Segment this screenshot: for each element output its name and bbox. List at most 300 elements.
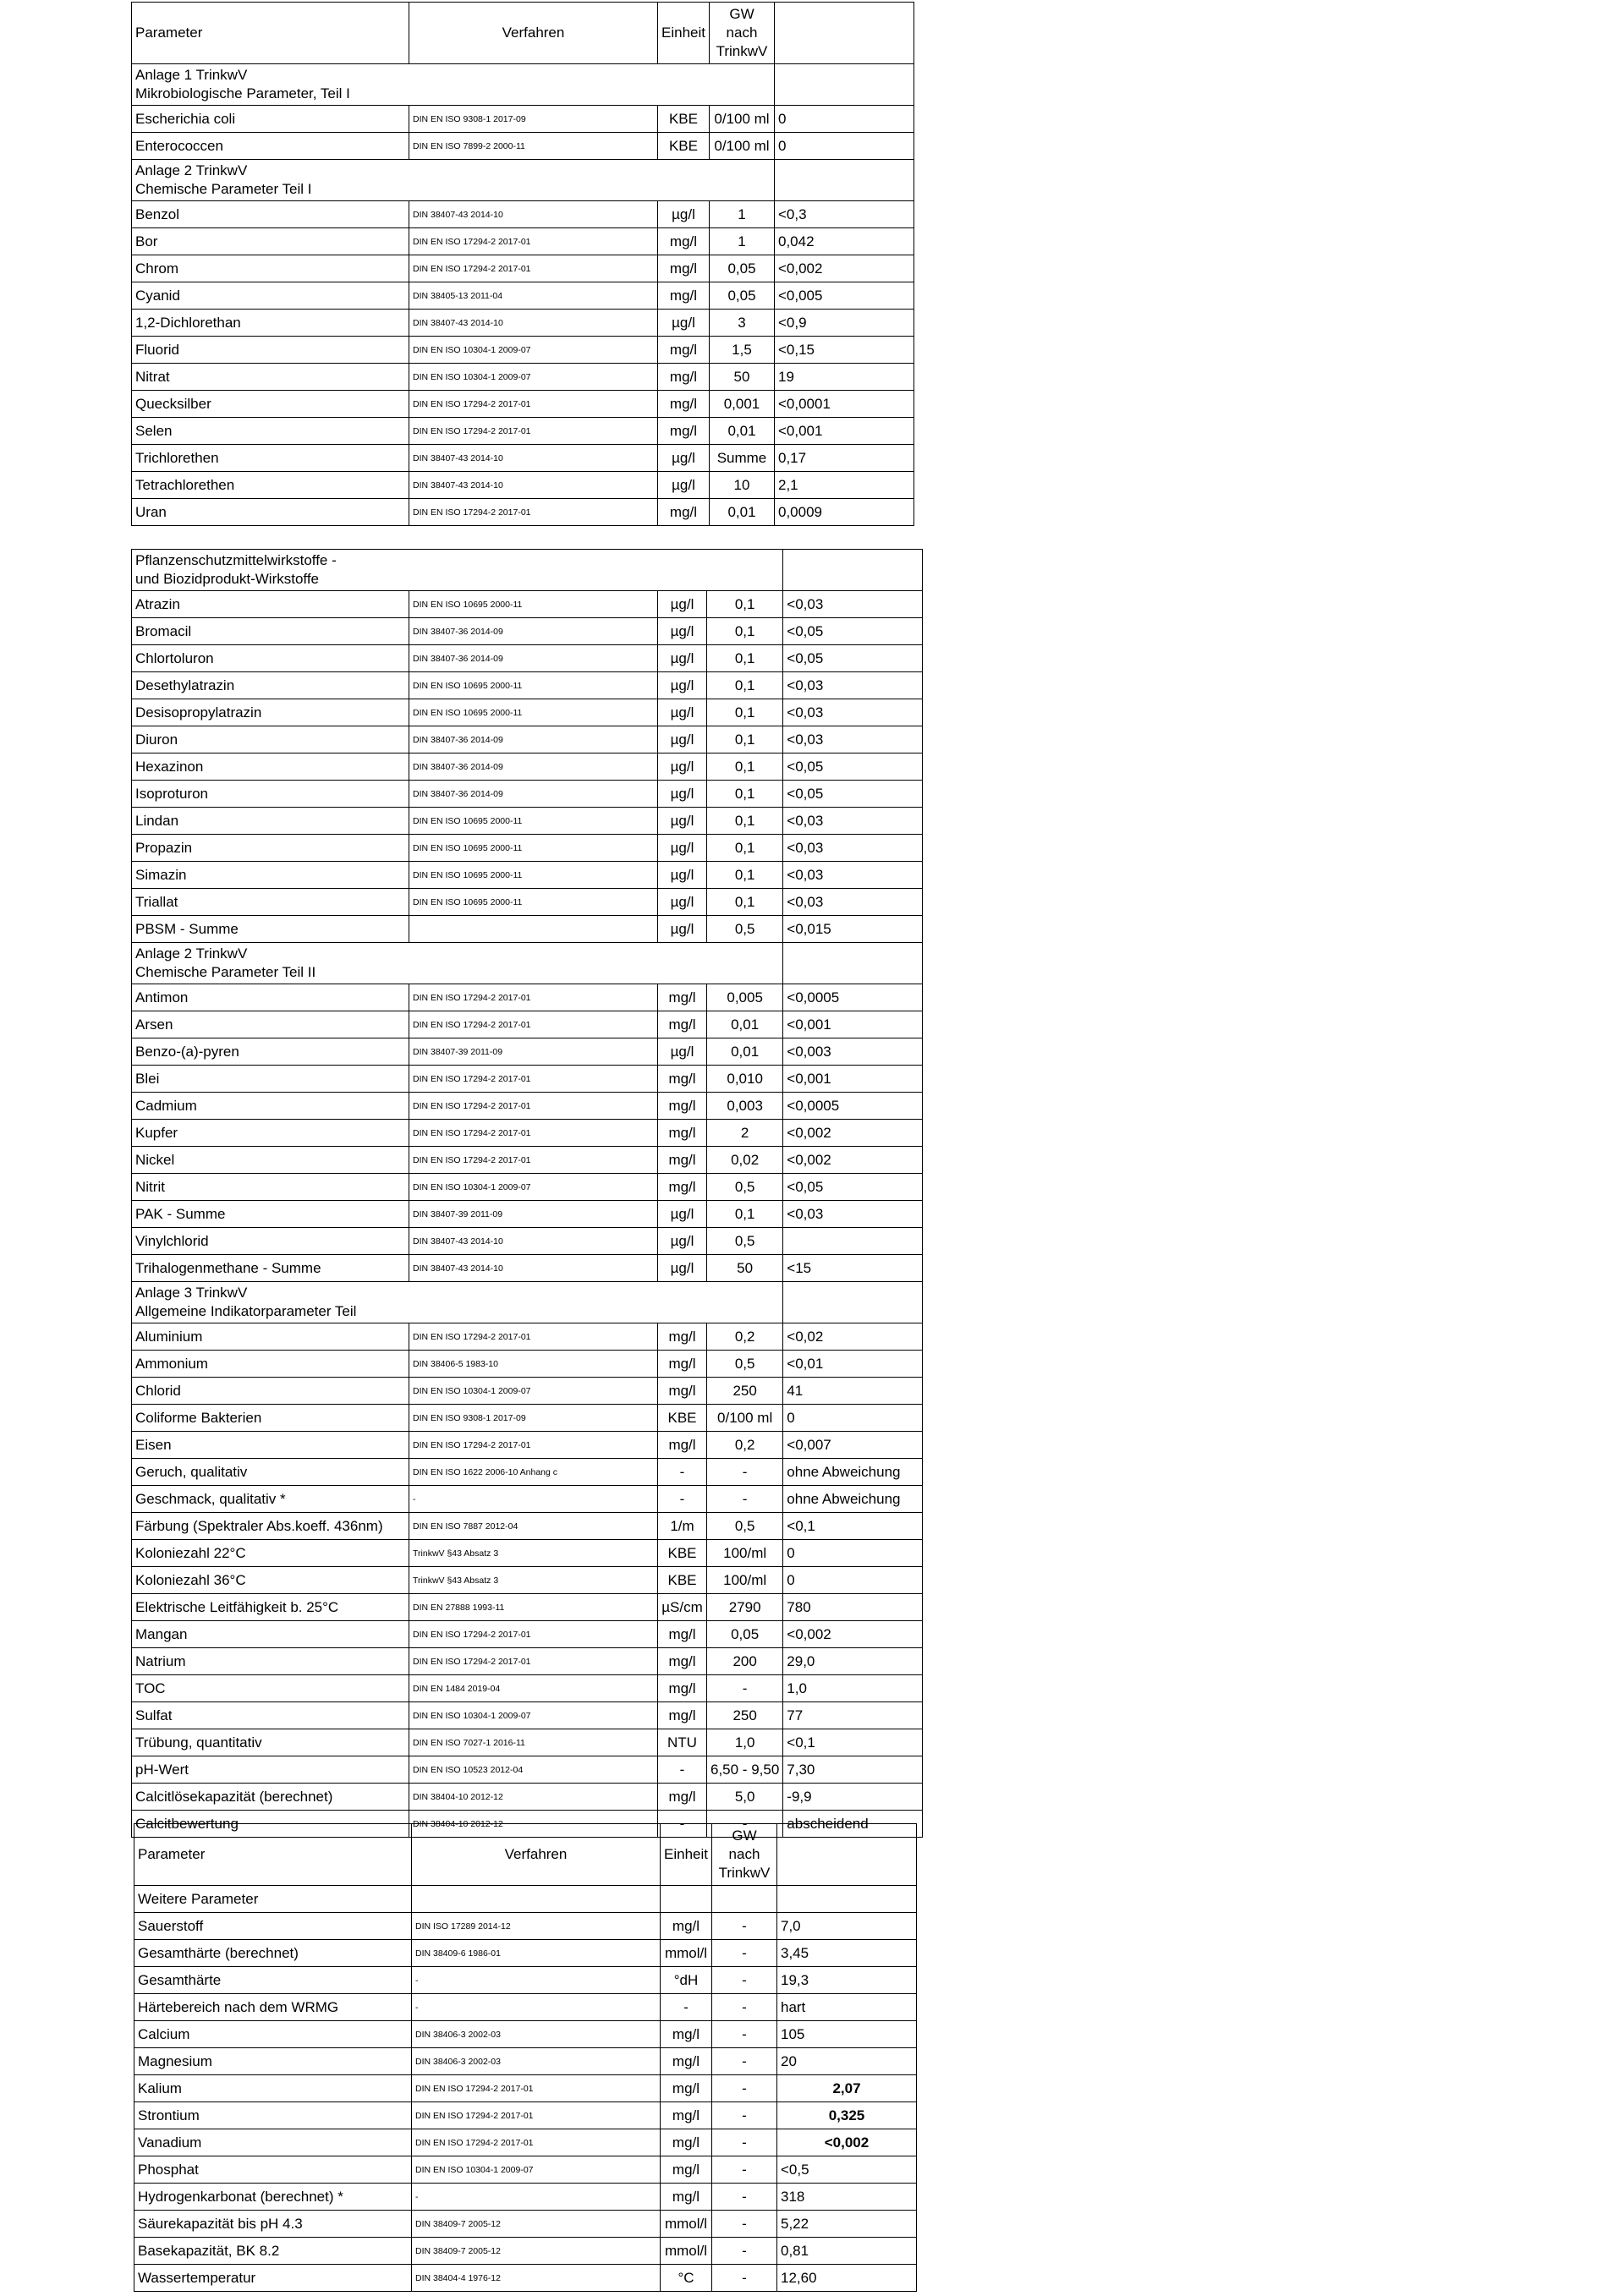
value-cell: <0,03	[783, 726, 923, 753]
value-cell: <0,05	[783, 618, 923, 645]
method-cell: DIN EN ISO 10304-1 2009-07	[412, 2156, 661, 2184]
table-row	[132, 1540, 923, 1567]
parameter-cell: Bromacil	[132, 618, 409, 645]
limit-cell: -	[711, 2048, 776, 2075]
header-gw-line1: GW	[732, 1827, 757, 1844]
table-header-row	[134, 1824, 917, 1886]
header-gw	[709, 3, 774, 64]
parameter-cell: Ammonium	[132, 1351, 409, 1378]
table-trinkwv-anlage-1-2	[131, 2, 914, 526]
unit-cell: mg/l	[661, 2156, 712, 2184]
method-cell: DIN EN ISO 10304-1 2009-07	[409, 1378, 658, 1405]
table-row	[134, 1994, 917, 2021]
method-cell: DIN EN ISO 17294-2 2017-01	[409, 391, 658, 418]
value-text: 0,325	[828, 2107, 865, 2123]
unit-cell: µg/l	[658, 808, 707, 835]
method-cell: DIN EN ISO 17294-2 2017-01	[409, 228, 658, 255]
method-cell: DIN EN ISO 10695 2000-11	[409, 591, 658, 618]
unit-cell: µg/l	[658, 645, 707, 672]
parameter-cell: Bor	[132, 228, 409, 255]
parameter-cell: Blei	[132, 1066, 409, 1093]
parameter-cell: Gesamthärte	[134, 1967, 412, 1994]
method-cell: DIN 38407-39 2011-09	[409, 1201, 658, 1228]
table-row	[132, 1784, 923, 1811]
section-title	[132, 1282, 783, 1323]
parameter-cell: Koloniezahl 22°C	[132, 1540, 409, 1567]
limit-cell: 2790	[707, 1594, 783, 1621]
method-cell: DIN 38407-36 2014-09	[409, 618, 658, 645]
method-cell	[409, 916, 658, 943]
limit-cell: -	[711, 2184, 776, 2211]
limit-cell: 0,1	[707, 753, 783, 781]
method-cell: DIN EN ISO 10304-1 2009-07	[409, 1174, 658, 1201]
table-row	[134, 2021, 917, 2048]
table-row	[132, 1120, 923, 1147]
value-cell: 0	[774, 133, 914, 160]
limit-cell: 0,1	[707, 618, 783, 645]
unit-cell: mg/l	[658, 1323, 707, 1351]
parameter-cell: Desethylatrazin	[132, 672, 409, 699]
limit-cell: -	[711, 2075, 776, 2102]
parameter-cell: Cadmium	[132, 1093, 409, 1120]
method-cell: DIN EN ISO 17294-2 2017-01	[409, 1621, 658, 1648]
parameter-cell: Isoproturon	[132, 781, 409, 808]
parameter-cell: Phosphat	[134, 2156, 412, 2184]
table-row	[132, 1675, 923, 1702]
method-cell: DIN ISO 17289 2014-12	[412, 1913, 661, 1940]
parameter-cell: Calcitlösekapazität (berechnet)	[132, 1784, 409, 1811]
limit-cell: 50	[707, 1255, 783, 1282]
header-gw	[711, 1824, 776, 1886]
method-cell: DIN EN ISO 10304-1 2009-07	[409, 364, 658, 391]
value-cell: 19,3	[776, 1967, 916, 1994]
table-row	[132, 106, 914, 133]
header-gw-line2: nach	[726, 25, 758, 41]
table-row	[132, 672, 923, 699]
unit-cell: mg/l	[658, 1351, 707, 1378]
limit-cell: -	[711, 2211, 776, 2238]
parameter-cell: Antimon	[132, 984, 409, 1011]
value-cell: 0,81	[776, 2238, 916, 2265]
method-cell: DIN EN ISO 17294-2 2017-01	[409, 1120, 658, 1147]
table-row	[132, 1405, 923, 1432]
method-cell: DIN EN ISO 17294-2 2017-01	[412, 2075, 661, 2102]
method-cell: DIN EN 1484 2019-04	[409, 1675, 658, 1702]
method-cell: -	[412, 1967, 661, 1994]
unit-cell: mmol/l	[661, 2211, 712, 2238]
table-row	[134, 2156, 917, 2184]
parameter-cell: pH-Wert	[132, 1756, 409, 1784]
section-header-row	[132, 1282, 923, 1323]
parameter-cell: Benzol	[132, 201, 409, 228]
table-row	[132, 1174, 923, 1201]
method-cell: DIN 38407-39 2011-09	[409, 1038, 658, 1066]
unit-cell: µg/l	[658, 591, 707, 618]
parameter-cell: PBSM - Summe	[132, 916, 409, 943]
header-einheit: Einheit	[658, 3, 710, 64]
unit-cell: mmol/l	[661, 1940, 712, 1967]
parameter-cell: Sulfat	[132, 1702, 409, 1729]
value-cell: <0,007	[783, 1432, 923, 1459]
table-row	[132, 1255, 923, 1282]
limit-cell: 0,5	[707, 1174, 783, 1201]
parameter-cell: Sauerstoff	[134, 1913, 412, 1940]
unit-cell: µg/l	[658, 472, 710, 499]
table-row	[134, 1913, 917, 1940]
parameter-cell: Härtebereich nach dem WRMG	[134, 1994, 412, 2021]
header-einheit: Einheit	[661, 1824, 712, 1886]
parameter-cell: Lindan	[132, 808, 409, 835]
value-cell: <0,05	[783, 781, 923, 808]
unit-cell: °dH	[661, 1967, 712, 1994]
limit-cell: 0/100 ml	[707, 1405, 783, 1432]
parameter-cell: Enterococcen	[132, 133, 409, 160]
value-cell: <0,05	[783, 753, 923, 781]
table-row	[132, 808, 923, 835]
section-value-cell	[783, 943, 923, 984]
table-row	[132, 1567, 923, 1594]
value-cell: 29,0	[783, 1648, 923, 1675]
parameter-cell: Kalium	[134, 2075, 412, 2102]
limit-cell: -	[707, 1675, 783, 1702]
parameter-cell: Aluminium	[132, 1323, 409, 1351]
header-gw-line3: TrinkwV	[718, 1865, 771, 1881]
method-cell: DIN EN ISO 17294-2 2017-01	[409, 1147, 658, 1174]
table-row	[132, 1066, 923, 1093]
method-cell: DIN EN ISO 10523 2012-04	[409, 1756, 658, 1784]
limit-cell: 0,02	[707, 1147, 783, 1174]
table-row	[132, 1756, 923, 1784]
method-cell: DIN EN ISO 1622 2006-10 Anhang c	[409, 1459, 658, 1486]
limit-cell: 0,5	[707, 1228, 783, 1255]
unit-cell: NTU	[658, 1729, 707, 1756]
method-cell: DIN EN ISO 17294-2 2017-01	[409, 1011, 658, 1038]
table-row	[132, 1459, 923, 1486]
limit-cell: 0,1	[707, 645, 783, 672]
method-cell: DIN 38407-43 2014-10	[409, 1228, 658, 1255]
table-row	[134, 1967, 917, 1994]
parameter-cell: Vinylchlorid	[132, 1228, 409, 1255]
parameter-cell: Vanadium	[134, 2129, 412, 2156]
table-row	[134, 2048, 917, 2075]
table-row	[134, 1940, 917, 1967]
value-cell: <0,02	[783, 1323, 923, 1351]
method-cell: DIN 38407-43 2014-10	[409, 472, 658, 499]
method-cell: DIN EN ISO 7899-2 2000-11	[409, 133, 658, 160]
method-cell: DIN 38407-36 2014-09	[409, 645, 658, 672]
value-cell: hart	[776, 1994, 916, 2021]
method-cell: DIN 38404-10 2012-12	[409, 1811, 658, 1838]
value-cell: 0,0009	[774, 499, 914, 526]
value-cell	[783, 1228, 923, 1255]
header-parameter: Parameter	[132, 3, 409, 64]
header-gw-line2: nach	[728, 1846, 760, 1862]
unit-cell: mg/l	[658, 1174, 707, 1201]
limit-cell: 250	[707, 1702, 783, 1729]
unit-cell: mg/l	[658, 364, 710, 391]
unit-cell: KBE	[658, 1540, 707, 1567]
value-cell: abscheidend	[783, 1811, 923, 1838]
value-cell: <0,05	[783, 1174, 923, 1201]
section-value-cell	[774, 64, 914, 106]
limit-cell: 0,1	[707, 889, 783, 916]
unit-cell: µg/l	[658, 726, 707, 753]
value-cell: 780	[783, 1594, 923, 1621]
unit-cell: mg/l	[661, 2048, 712, 2075]
table-row	[132, 1038, 923, 1066]
method-cell: DIN EN ISO 17294-2 2017-01	[409, 499, 658, 526]
value-cell: <0,03	[783, 808, 923, 835]
value-cell: -9,9	[783, 1784, 923, 1811]
limit-cell: 50	[709, 364, 774, 391]
value-cell: 7,30	[783, 1756, 923, 1784]
parameter-cell: Chlortoluron	[132, 645, 409, 672]
limit-cell: 2	[707, 1120, 783, 1147]
unit-cell: mg/l	[658, 337, 710, 364]
section-title	[132, 943, 783, 984]
limit-cell: 10	[709, 472, 774, 499]
value-cell: 1,0	[783, 1675, 923, 1702]
method-cell: DIN 38406-5 1983-10	[409, 1351, 658, 1378]
unit-cell: mg/l	[658, 391, 710, 418]
parameter-cell: Diuron	[132, 726, 409, 753]
table-row	[132, 699, 923, 726]
method-cell: TrinkwV §43 Absatz 3	[409, 1567, 658, 1594]
value-cell: 2,1	[774, 472, 914, 499]
value-cell: <0,03	[783, 699, 923, 726]
parameter-cell: Wassertemperatur	[134, 2265, 412, 2292]
method-cell: DIN EN ISO 10304-1 2009-07	[409, 337, 658, 364]
value-cell: 0	[783, 1540, 923, 1567]
method-cell: DIN 38405-13 2011-04	[409, 282, 658, 310]
table-row	[134, 2075, 917, 2102]
limit-cell: 100/ml	[707, 1567, 783, 1594]
section-title-line1: Pflanzenschutzmittelwirkstoffe -	[135, 552, 337, 568]
value-cell: <0,1	[783, 1513, 923, 1540]
unit-cell: µg/l	[658, 1038, 707, 1066]
value-cell: <0,002	[783, 1120, 923, 1147]
unit-cell: mg/l	[661, 2129, 712, 2156]
section-value-cell	[774, 160, 914, 201]
unit-cell: mg/l	[658, 1147, 707, 1174]
limit-cell: 250	[707, 1378, 783, 1405]
section-empty-cell	[776, 1886, 916, 1913]
limit-cell: 0,1	[707, 862, 783, 889]
table-row	[132, 591, 923, 618]
limit-cell: 6,50 - 9,50	[707, 1756, 783, 1784]
value-cell: <0,005	[774, 282, 914, 310]
table-row	[132, 1201, 923, 1228]
method-cell: DIN EN ISO 17294-2 2017-01	[409, 418, 658, 445]
unit-cell: µg/l	[658, 916, 707, 943]
parameter-cell: Chrom	[132, 255, 409, 282]
value-cell	[776, 2075, 916, 2102]
limit-cell: 0,2	[707, 1432, 783, 1459]
table-row	[132, 618, 923, 645]
parameter-cell: Desisopropylatrazin	[132, 699, 409, 726]
limit-cell: -	[707, 1459, 783, 1486]
unit-cell: µg/l	[658, 781, 707, 808]
limit-cell: 0,01	[709, 499, 774, 526]
parameter-cell: Kupfer	[132, 1120, 409, 1147]
section-header-row	[132, 160, 914, 201]
value-cell: <0,03	[783, 889, 923, 916]
table-row	[132, 1093, 923, 1120]
method-cell: -	[412, 1994, 661, 2021]
parameter-cell: Nitrat	[132, 364, 409, 391]
value-cell: ohne Abweichung	[783, 1486, 923, 1513]
parameter-cell: Geschmack, qualitativ *	[132, 1486, 409, 1513]
parameter-cell: Hydrogenkarbonat (berechnet) *	[134, 2184, 412, 2211]
limit-cell: 0,05	[709, 255, 774, 282]
unit-cell: mg/l	[658, 1066, 707, 1093]
method-cell: DIN 38409-7 2005-12	[412, 2238, 661, 2265]
value-cell: 3,45	[776, 1940, 916, 1967]
method-cell: DIN EN ISO 10695 2000-11	[409, 672, 658, 699]
table-row	[132, 1323, 923, 1351]
limit-cell: 200	[707, 1648, 783, 1675]
unit-cell: mg/l	[658, 1378, 707, 1405]
method-cell: DIN EN ISO 7887 2012-04	[409, 1513, 658, 1540]
unit-cell: mg/l	[658, 499, 710, 526]
unit-cell: µg/l	[658, 1201, 707, 1228]
method-cell: DIN 38407-43 2014-10	[409, 445, 658, 472]
header-parameter: Parameter	[134, 1824, 412, 1886]
parameter-cell: PAK - Summe	[132, 1201, 409, 1228]
unit-cell: mg/l	[658, 1648, 707, 1675]
unit-cell: -	[658, 1486, 707, 1513]
section-empty-cell	[412, 1886, 661, 1913]
value-cell: 77	[783, 1702, 923, 1729]
table-row	[132, 228, 914, 255]
table-row	[132, 835, 923, 862]
parameter-cell: Trichlorethen	[132, 445, 409, 472]
parameter-cell: Säurekapazität bis pH 4.3	[134, 2211, 412, 2238]
parameter-cell: Trihalogenmethane - Summe	[132, 1255, 409, 1282]
value-cell: <0,03	[783, 835, 923, 862]
unit-cell: µg/l	[658, 310, 710, 337]
table-header-row	[132, 3, 914, 64]
limit-cell: -	[711, 1994, 776, 2021]
unit-cell: °C	[661, 2265, 712, 2292]
value-cell: 0,17	[774, 445, 914, 472]
value-cell: ohne Abweichung	[783, 1459, 923, 1486]
section-title-line1: Anlage 3 TrinkwV	[135, 1285, 248, 1301]
value-cell: 12,60	[776, 2265, 916, 2292]
method-cell: DIN EN ISO 10695 2000-11	[409, 835, 658, 862]
limit-cell: 1,0	[707, 1729, 783, 1756]
section-title-line2: Allgemeine Indikatorparameter Teil	[135, 1303, 357, 1319]
parameter-cell: Magnesium	[134, 2048, 412, 2075]
parameter-cell: Strontium	[134, 2102, 412, 2129]
limit-cell: -	[711, 1967, 776, 1994]
unit-cell: µS/cm	[658, 1594, 707, 1621]
limit-cell: -	[711, 2129, 776, 2156]
limit-cell: 0,1	[707, 835, 783, 862]
table-row	[132, 337, 914, 364]
limit-cell: 0,010	[707, 1066, 783, 1093]
table-row	[132, 1486, 923, 1513]
section-header-row	[134, 1886, 917, 1913]
table-row	[134, 2102, 917, 2129]
table-row	[134, 2265, 917, 2292]
parameter-cell: TOC	[132, 1675, 409, 1702]
table-row	[132, 310, 914, 337]
value-cell: <0,001	[783, 1011, 923, 1038]
method-cell: TrinkwV §43 Absatz 3	[409, 1540, 658, 1567]
table-row	[132, 645, 923, 672]
method-cell: DIN EN ISO 17294-2 2017-01	[409, 984, 658, 1011]
value-cell: <0,0005	[783, 1093, 923, 1120]
method-cell: DIN 38409-6 1986-01	[412, 1940, 661, 1967]
unit-cell: mg/l	[661, 2184, 712, 2211]
parameter-cell: Escherichia coli	[132, 106, 409, 133]
value-cell: <0,03	[783, 591, 923, 618]
unit-cell: -	[661, 1994, 712, 2021]
unit-cell: µg/l	[658, 201, 710, 228]
section-empty-cell	[711, 1886, 776, 1913]
value-cell	[776, 2102, 916, 2129]
unit-cell: µg/l	[658, 1255, 707, 1282]
method-cell: DIN 38404-10 2012-12	[409, 1784, 658, 1811]
table-row	[132, 472, 914, 499]
method-cell: DIN EN ISO 17294-2 2017-01	[409, 1432, 658, 1459]
table-row	[132, 889, 923, 916]
parameter-cell: Atrazin	[132, 591, 409, 618]
limit-cell: 0,05	[709, 282, 774, 310]
table-row	[132, 418, 914, 445]
section-title	[132, 64, 775, 106]
section-header-row	[132, 550, 923, 591]
limit-cell: 0,1	[707, 1201, 783, 1228]
limit-cell: 0,1	[707, 781, 783, 808]
unit-cell: -	[658, 1756, 707, 1784]
unit-cell: µg/l	[658, 445, 710, 472]
table-row	[132, 201, 914, 228]
unit-cell: mg/l	[658, 1120, 707, 1147]
unit-cell: µg/l	[658, 862, 707, 889]
unit-cell: µg/l	[658, 753, 707, 781]
method-cell: DIN 38407-43 2014-10	[409, 310, 658, 337]
unit-cell: KBE	[658, 106, 710, 133]
table-row	[132, 282, 914, 310]
value-cell: <0,03	[783, 672, 923, 699]
parameter-cell: Hexazinon	[132, 753, 409, 781]
method-cell: DIN 38404-4 1976-12	[412, 2265, 661, 2292]
limit-cell: -	[711, 2021, 776, 2048]
method-cell: DIN EN ISO 9308-1 2017-09	[409, 1405, 658, 1432]
unit-cell: -	[658, 1811, 707, 1838]
method-cell: DIN EN ISO 10695 2000-11	[409, 808, 658, 835]
parameter-cell: Coliforme Bakterien	[132, 1405, 409, 1432]
section-title-line2: Mikrobiologische Parameter, Teil I	[135, 85, 350, 101]
limit-cell: 0,1	[707, 591, 783, 618]
method-cell: DIN EN ISO 17294-2 2017-01	[409, 255, 658, 282]
table-row	[132, 1594, 923, 1621]
value-cell: 20	[776, 2048, 916, 2075]
unit-cell: mg/l	[661, 1913, 712, 1940]
table-row	[132, 255, 914, 282]
unit-cell: µg/l	[658, 618, 707, 645]
table-row	[132, 1621, 923, 1648]
value-cell: <0,3	[774, 201, 914, 228]
value-cell: <0,0005	[783, 984, 923, 1011]
header-value	[774, 3, 914, 64]
table-row	[132, 781, 923, 808]
method-cell: DIN 38407-36 2014-09	[409, 781, 658, 808]
parameter-cell: Trübung, quantitativ	[132, 1729, 409, 1756]
limit-cell: 0,005	[707, 984, 783, 1011]
